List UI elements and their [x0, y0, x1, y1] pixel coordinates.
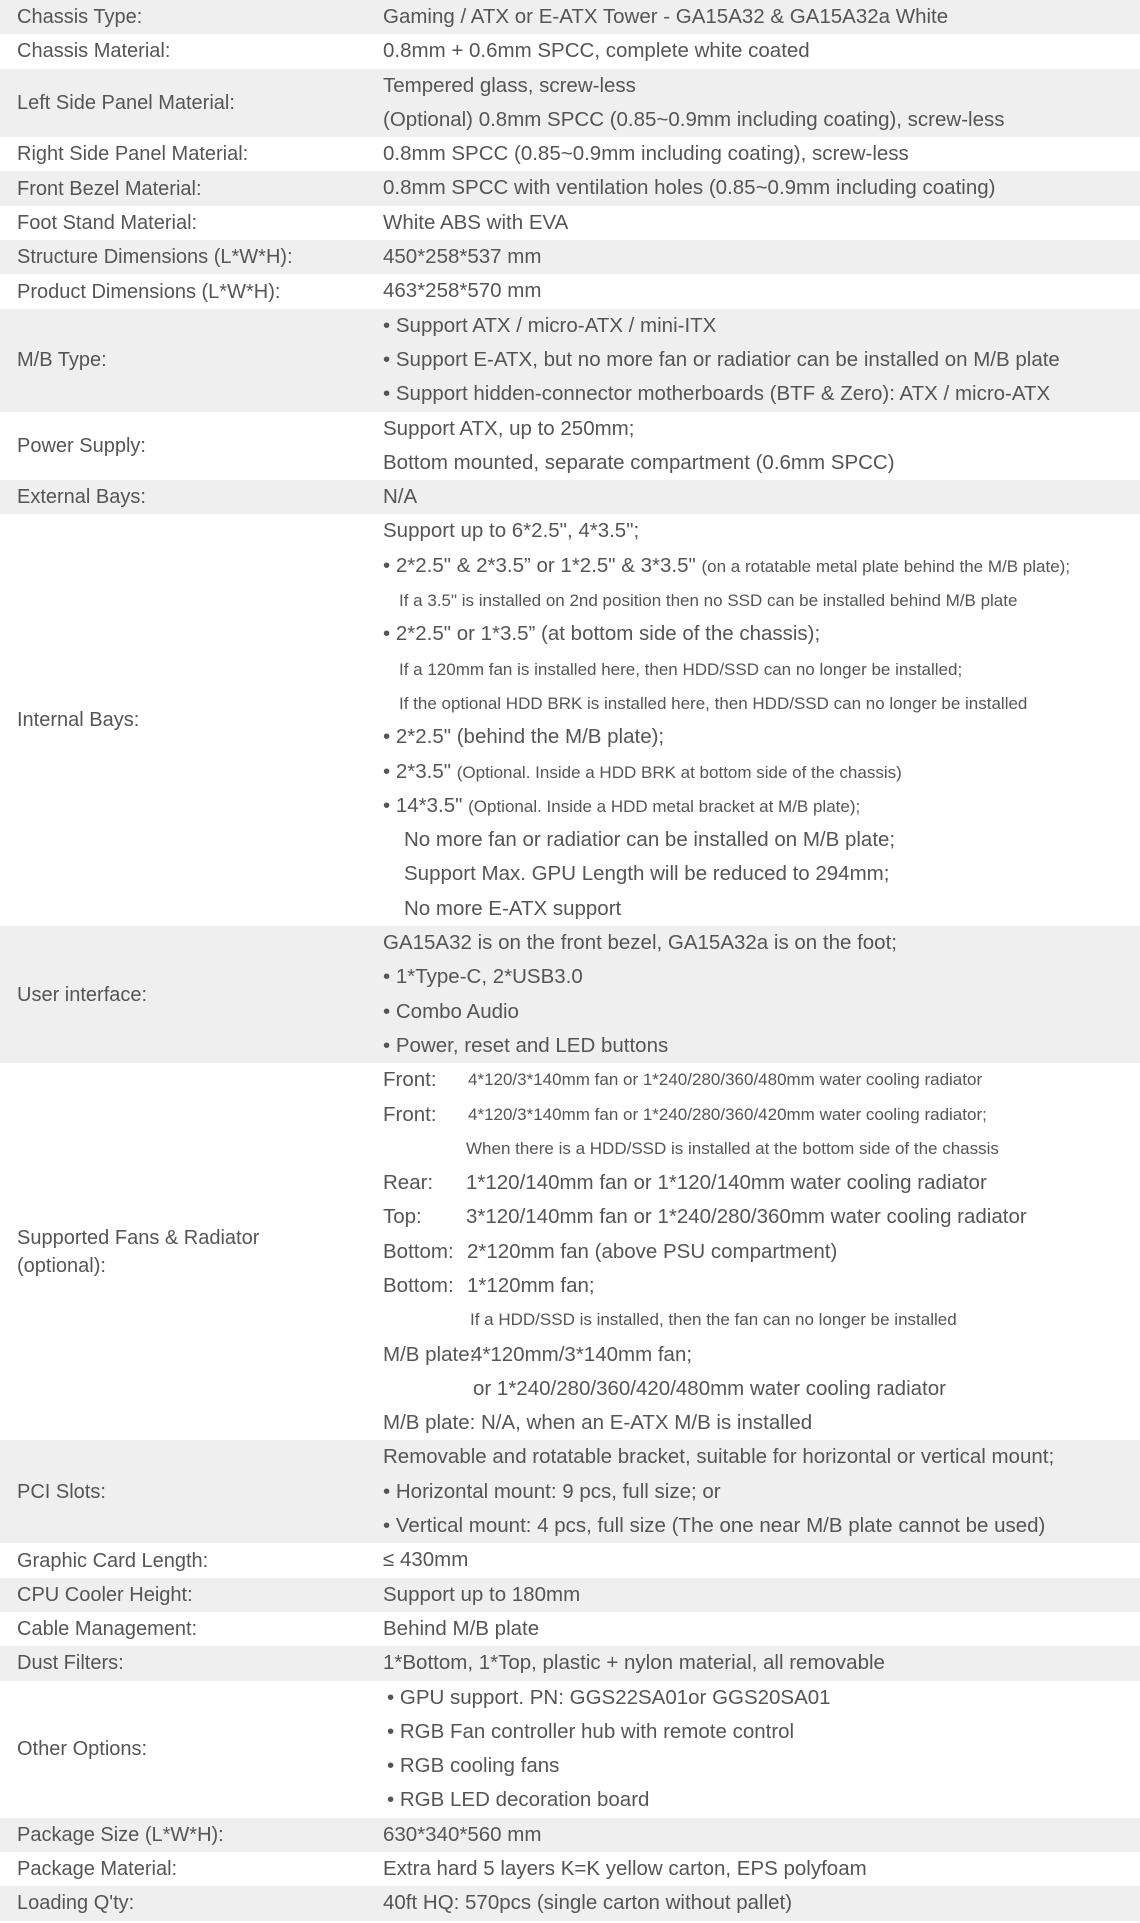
- spec-value-line: [383, 1440, 1134, 1474]
- spec-value-line: [383, 1646, 1134, 1680]
- spec-value: [383, 1440, 1140, 1543]
- spec-label: [0, 278, 383, 306]
- spec-value-line: [383, 755, 1134, 789]
- spec-value-text: • 2*2.5" (behind the M/B plate);: [383, 725, 665, 749]
- spec-value-line: [383, 480, 1134, 514]
- spec-value-text: 4*120mm/3*140mm fan;: [471, 1342, 693, 1366]
- spec-value-line: [383, 583, 1134, 617]
- spec-row: [0, 1063, 1140, 1440]
- spec-label-text: Right Side Panel Material:: [17, 143, 249, 166]
- spec-value-line: [383, 1235, 1134, 1269]
- spec-value-line: [383, 1818, 1134, 1852]
- spec-label: [0, 1889, 383, 1917]
- spec-value-text: No more fan or radiatior can be installed on M/B plate;: [404, 828, 896, 852]
- spec-value-line: [383, 926, 1134, 960]
- spec-value: [383, 1578, 1140, 1612]
- spec-value-line: [383, 446, 1134, 480]
- spec-label-text: Package Material:: [17, 1858, 178, 1881]
- spec-label: [0, 1821, 383, 1849]
- fan-position-label: Bottom:: [383, 1239, 454, 1263]
- fan-position-label: [383, 1372, 473, 1406]
- spec-value-text: Extra hard 5 layers K=K yellow carton, EPS polyfoam: [383, 1857, 867, 1881]
- spec-label-text: Other Options:: [17, 1738, 148, 1761]
- spec-value-text: (Optional) 0.8mm SPCC (0.85~0.9mm including coating), screw-less: [383, 107, 1005, 131]
- spec-value-line: [383, 995, 1134, 1029]
- spec-row: [0, 480, 1140, 514]
- spec-value-line: [383, 960, 1134, 994]
- spec-value-line: [383, 69, 1134, 103]
- spec-value-line: [383, 892, 1134, 926]
- spec-value-text: Support ATX, up to 250mm;: [383, 416, 635, 440]
- spec-value: [383, 1543, 1140, 1577]
- spec-value: [383, 926, 1140, 1063]
- spec-value-line: [383, 1200, 1134, 1234]
- spec-label-text: Foot Stand Material:: [17, 211, 198, 234]
- spec-value-line: [383, 103, 1134, 137]
- spec-value-line: [383, 206, 1134, 240]
- spec-label: [0, 209, 383, 237]
- spec-label: [0, 1224, 383, 1280]
- spec-value-line: [383, 1098, 1134, 1132]
- fan-position-label: Front:: [383, 1068, 437, 1092]
- spec-value: [383, 1818, 1140, 1852]
- spec-row: [0, 412, 1140, 481]
- spec-value: [383, 171, 1140, 205]
- spec-value-line: [383, 514, 1134, 548]
- spec-value-text: • Support ATX / micro-ATX / mini-ITX: [383, 313, 717, 337]
- spec-value: [383, 206, 1140, 240]
- spec-value-line: [383, 343, 1134, 377]
- spec-value-text: 2*120mm fan (above PSU compartment): [467, 1239, 838, 1263]
- spec-value-text: 1*120/140mm fan or 1*120/140mm water cooling radiator: [466, 1171, 987, 1195]
- spec-label: [0, 1615, 383, 1643]
- spec-value-note: If the optional HDD BRK is installed here, then HDD/SSD can no longer be installed: [399, 693, 1028, 713]
- fan-position-label: Bottom:: [383, 1273, 454, 1297]
- spec-row: [0, 34, 1140, 68]
- spec-value-text: • Combo Audio: [383, 999, 519, 1023]
- spec-value-text: • RGB cooling fans: [387, 1754, 560, 1778]
- spec-label: [0, 3, 383, 31]
- spec-label: [0, 346, 383, 374]
- spec-value: [383, 1886, 1140, 1920]
- spec-label-text: Loading Q'ty:: [17, 1892, 135, 1915]
- spec-value-line: [383, 1029, 1134, 1063]
- spec-value-text: • Power, reset and LED buttons: [383, 1033, 669, 1057]
- spec-value-line: [383, 1543, 1134, 1577]
- spec-value-line: [383, 1303, 1134, 1337]
- spec-value-line: [383, 377, 1134, 411]
- spec-value-note: When there is a HDD/SSD is installed at the bottom side of the chassis: [466, 1138, 999, 1158]
- spec-value-line: [383, 1063, 1134, 1097]
- spec-value-line: [383, 309, 1134, 343]
- spec-value-line: [383, 34, 1134, 68]
- spec-value-text: 0.8mm + 0.6mm SPCC, complete white coated: [383, 39, 810, 63]
- spec-value: [383, 480, 1140, 514]
- spec-value-text: 630*340*560 mm: [383, 1822, 542, 1846]
- spec-value: [383, 514, 1140, 926]
- spec-label: [0, 1581, 383, 1609]
- spec-label-text: Cable Management:: [17, 1618, 198, 1641]
- spec-value-note: (Optional. Inside a HDD BRK at bottom side of the chassis): [456, 762, 902, 782]
- spec-row: [0, 1646, 1140, 1680]
- spec-value-line: [383, 1372, 1134, 1406]
- spec-value-line: [383, 1886, 1134, 1920]
- spec-label-text: (optional):: [17, 1254, 106, 1277]
- spec-value-text: ≤ 430mm: [383, 1548, 469, 1572]
- spec-value-line: [383, 549, 1134, 583]
- spec-row: [0, 1440, 1140, 1543]
- spec-value-line: [383, 1715, 1134, 1749]
- spec-value-text: • 14*3.5": [383, 793, 469, 817]
- spec-label-text: CPU Cooler Height:: [17, 1583, 193, 1606]
- spec-row: [0, 1612, 1140, 1646]
- spec-value-line: [383, 823, 1134, 857]
- spec-value: [383, 412, 1140, 481]
- spec-row: [0, 69, 1140, 138]
- spec-value-line: [383, 1749, 1134, 1783]
- spec-value-line: [383, 1406, 1134, 1440]
- spec-value-text: Bottom mounted, separate compartment (0.6mm SPCC): [383, 450, 895, 474]
- spec-value-text: Behind M/B plate: [383, 1616, 540, 1640]
- spec-row: [0, 1578, 1140, 1612]
- spec-value-text: Support up to 180mm: [383, 1582, 581, 1606]
- spec-value-text: • 1*Type-C, 2*USB3.0: [383, 965, 583, 989]
- spec-row: [0, 240, 1140, 274]
- spec-value-text: Support Max. GPU Length will be reduced to 294mm;: [404, 862, 890, 886]
- spec-label-text: User interface:: [17, 983, 148, 1006]
- spec-value-line: [383, 1509, 1134, 1543]
- spec-label: [0, 89, 383, 117]
- spec-value-line: [383, 137, 1134, 171]
- spec-value-line: [383, 1578, 1134, 1612]
- spec-label-text: Front Bezel Material:: [17, 177, 202, 200]
- spec-value-line: [383, 1338, 1134, 1372]
- spec-row: [0, 1681, 1140, 1818]
- fan-position-label: Top:: [383, 1205, 422, 1229]
- spec-value-line: [383, 1612, 1134, 1646]
- spec-row: [0, 274, 1140, 308]
- spec-value-text: GA15A32 is on the front bezel, GA15A32a is on the foot;: [383, 931, 897, 955]
- fan-position-label: M/B plate:: [383, 1342, 476, 1366]
- spec-value-text: Tempered glass, screw-less: [383, 73, 636, 97]
- spec-value-line: [383, 1475, 1134, 1509]
- fan-position-label: Front:: [383, 1102, 437, 1126]
- spec-value-line: [383, 240, 1134, 274]
- spec-row: [0, 926, 1140, 1063]
- spec-value-line: [383, 720, 1134, 754]
- spec-value: [383, 274, 1140, 308]
- spec-value-note: 4*120/3*140mm fan or 1*240/280/360/480mm water cooling radiator: [468, 1070, 983, 1090]
- spec-value-note: If a HDD/SSD is installed, then the fan can no longer be installed: [470, 1310, 957, 1330]
- spec-label-text: External Bays:: [17, 486, 146, 509]
- spec-value-line: [383, 789, 1134, 823]
- spec-value-line: [383, 0, 1134, 34]
- spec-value-line: [383, 686, 1134, 720]
- spec-value-text: 1*120mm fan;: [467, 1273, 595, 1297]
- spec-value-text: • GPU support. PN: GGS22SA01or GGS20SA01: [387, 1685, 831, 1709]
- spec-value-line: [383, 1852, 1134, 1886]
- spec-value-text: • Support hidden-connector motherboards (BTF & Zero): ATX / micro-ATX: [383, 382, 1051, 406]
- spec-label: [0, 1649, 383, 1677]
- spec-value-text: 0.8mm SPCC with ventilation holes (0.85~0.9mm including coating): [383, 176, 996, 200]
- spec-value-text: 1*Bottom, 1*Top, plastic + nylon material, all removable: [383, 1651, 885, 1675]
- spec-value-text: No more E-ATX support: [404, 896, 622, 920]
- spec-value-line: [383, 617, 1134, 651]
- spec-value-text: • 2*2.5" & 2*3.5” or 1*2.5" & 3*3.5": [383, 553, 702, 577]
- spec-label: [0, 175, 383, 203]
- spec-value-text: 40ft HQ: 570pcs (single carton without pallet): [383, 1891, 793, 1915]
- spec-value-note: If a 120mm fan is installed here, then HDD/SSD can no longer be installed;: [399, 659, 963, 679]
- spec-value-text: • 2*3.5": [383, 759, 457, 783]
- spec-value-text: • 2*2.5" or 1*3.5” (at bottom side of the chassis);: [383, 622, 821, 646]
- spec-label-text: Supported Fans & Radiator: [17, 1226, 260, 1249]
- spec-row: [0, 0, 1140, 34]
- spec-value: [383, 1852, 1140, 1886]
- spec-value-text: 463*258*570 mm: [383, 279, 542, 303]
- spec-value-text: • RGB LED decoration board: [387, 1788, 650, 1812]
- spec-row: [0, 171, 1140, 205]
- spec-label-text: Chassis Material:: [17, 40, 171, 63]
- spec-value: [383, 1612, 1140, 1646]
- spec-value-text: 450*258*537 mm: [383, 245, 542, 269]
- spec-label-text: Left Side Panel Material:: [17, 91, 235, 114]
- spec-label-text: Structure Dimensions (L*W*H):: [17, 246, 293, 269]
- spec-value-line: [383, 412, 1134, 446]
- spec-label: [0, 483, 383, 511]
- spec-value-text: 3*120/140mm fan or 1*240/280/360mm water cooling radiator: [466, 1205, 1027, 1229]
- spec-row: [0, 514, 1140, 926]
- spec-row: [0, 206, 1140, 240]
- spec-value-text: M/B plate: N/A, when an E-ATX M/B is installed: [383, 1411, 813, 1435]
- spec-value: [383, 309, 1140, 412]
- spec-value-text: • Horizontal mount: 9 pcs, full size; or: [383, 1479, 721, 1503]
- spec-value-line: [383, 1269, 1134, 1303]
- spec-label: [0, 432, 383, 460]
- spec-row: [0, 1818, 1140, 1852]
- spec-label-text: Graphic Card Length:: [17, 1549, 209, 1572]
- spec-label-text: Internal Bays:: [17, 709, 140, 732]
- spec-value-text: • Support E-ATX, but no more fan or radiatior can be installed on M/B plate: [383, 347, 1060, 371]
- spec-label-text: M/B Type:: [17, 349, 107, 372]
- spec-label: [0, 1735, 383, 1763]
- spec-value-text: • Vertical mount: 4 pcs, full size (The one near M/B plate cannot be used): [383, 1514, 1046, 1538]
- spec-label-text: PCI Slots:: [17, 1480, 106, 1503]
- spec-value-line: [383, 274, 1134, 308]
- spec-value-line: [383, 857, 1134, 891]
- spec-value-text: Removable and rotatable bracket, suitable for horizontal or vertical mount;: [383, 1445, 1055, 1469]
- spec-label-text: Power Supply:: [17, 434, 146, 457]
- spec-row: [0, 1543, 1140, 1577]
- spec-row: [0, 1852, 1140, 1886]
- spec-value-note: If a 3.5" is installed on 2nd position then no SSD can be installed behind M/B plate: [399, 591, 1018, 611]
- spec-value-text: Support up to 6*2.5", 4*3.5";: [383, 519, 640, 543]
- spec-value: [383, 137, 1140, 171]
- spec-value: [383, 1646, 1140, 1680]
- spec-label-text: Chassis Type:: [17, 6, 143, 29]
- spec-value: [383, 34, 1140, 68]
- spec-label: [0, 1478, 383, 1506]
- spec-value-line: [383, 171, 1134, 205]
- spec-value-line: [383, 1132, 1134, 1166]
- spec-value-line: [383, 1681, 1134, 1715]
- spec-value-note: (on a rotatable metal plate behind the M/B plate);: [701, 556, 1071, 576]
- spec-value: [383, 1063, 1140, 1440]
- spec-row: [0, 309, 1140, 412]
- spec-value-text: or 1*240/280/360/420/480mm water cooling radiator: [473, 1376, 946, 1400]
- fan-position-label: [383, 1132, 466, 1166]
- spec-value-line: [383, 652, 1134, 686]
- spec-value-text: N/A: [383, 485, 418, 509]
- spec-label: [0, 140, 383, 168]
- spec-value-note: (Optional. Inside a HDD metal bracket at M/B plate);: [468, 796, 861, 816]
- spec-value-line: [383, 1783, 1134, 1817]
- spec-label: [0, 1855, 383, 1883]
- spec-label-text: Product Dimensions (L*W*H):: [17, 280, 281, 303]
- spec-value: [383, 1681, 1140, 1818]
- spec-value: [383, 240, 1140, 274]
- spec-value: [383, 69, 1140, 138]
- spec-value-text: Gaming / ATX or E-ATX Tower - GA15A32 & GA15A32a White: [383, 5, 949, 28]
- spec-value-note: 4*120/3*140mm fan or 1*240/280/360/420mm water cooling radiator;: [468, 1104, 987, 1124]
- spec-label: [0, 37, 383, 65]
- spec-value-text: White ABS with EVA: [383, 210, 569, 234]
- spec-label: [0, 981, 383, 1009]
- spec-label: [0, 1547, 383, 1575]
- spec-label: [0, 706, 383, 734]
- spec-label: [0, 243, 383, 271]
- spec-value: [383, 0, 1140, 34]
- fan-position-label: Rear:: [383, 1171, 434, 1195]
- spec-value-text: 0.8mm SPCC (0.85~0.9mm including coating), screw-less: [383, 142, 909, 166]
- spec-row: [0, 1886, 1140, 1920]
- spec-value-text: • RGB Fan controller hub with remote control: [387, 1719, 795, 1743]
- spec-value-line: [383, 1166, 1134, 1200]
- spec-label-text: Package Size (L*W*H):: [17, 1823, 224, 1846]
- spec-row: [0, 137, 1140, 171]
- spec-label-text: Dust Filters:: [17, 1652, 124, 1675]
- fan-position-label: [383, 1303, 470, 1337]
